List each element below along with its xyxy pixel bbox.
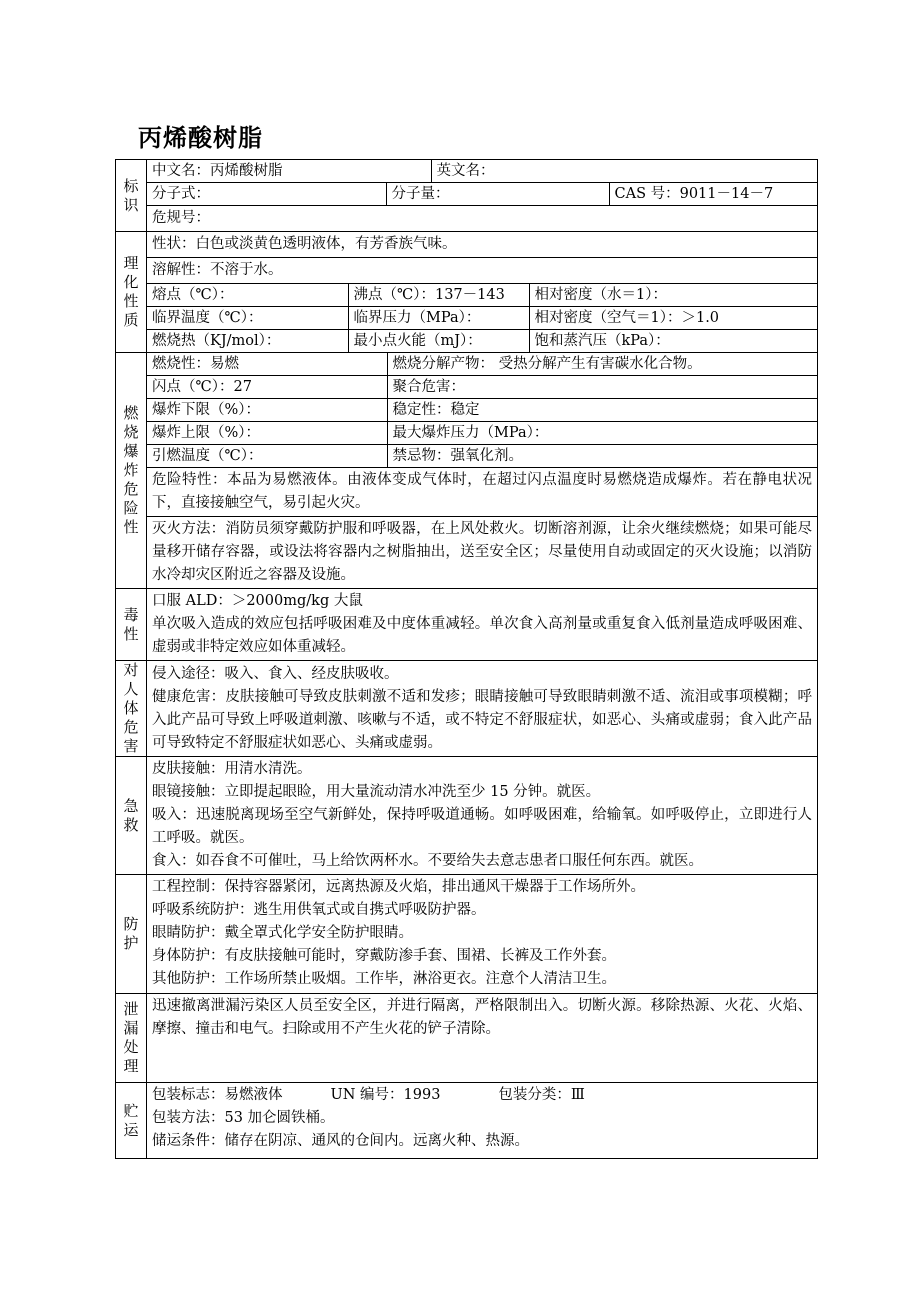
molecular-formula: 分子式：: [152, 186, 210, 202]
critical-temperature: 临界温度（℃）：: [152, 310, 263, 326]
first-aid-ingestion: 食入：如吞食不可催吐，马上给饮两杯水。不要给失去意志患者口服任何东西。就医。: [152, 853, 703, 869]
section-label-text: 理 化 性 质: [123, 254, 139, 329]
polymerization-hazard: 聚合危害：: [387, 376, 817, 398]
section-label-text: 贮 运: [123, 1101, 139, 1139]
vapor-pressure: 饱和蒸汽压（kPa）：: [529, 330, 817, 352]
hazard-number: 危规号：: [147, 206, 818, 232]
section-label-text: 标 识: [123, 176, 139, 214]
identification-row-2: [116, 183, 818, 206]
page-title: 丙烯酸树脂: [138, 124, 263, 152]
section-label-text: 防 护: [123, 915, 139, 952]
section-label-first-aid: [116, 757, 147, 875]
engineering-control: 工程控制：保持容器紧闭，远离热源及火焰，排出通风干燥器于工作场所外。: [152, 879, 645, 895]
relative-density-air: 相对密度（空气＝1）：＞1.0: [529, 307, 817, 329]
packaging-label: 包装标志：易燃液体: [152, 1087, 283, 1103]
first-aid-eyes: 眼镜接触：立即提起眼睑，用大量流动清水冲洗至少 15 分钟。就医。: [152, 784, 601, 800]
leak-handling: 迅速撤离泄漏污染区人员至安全区，并进行隔离，严格限制出入。切断火源。移除热源、火花、火焰、摩擦、撞击和电气。扫除或用不产生火花的铲子清除。: [147, 994, 818, 1083]
body-protection: 身体防护：有皮肤接触可能时，穿戴防渗手套、围裙、长裤及工作外套。: [152, 948, 616, 964]
ignition-temperature: 引燃温度（℃）：: [152, 448, 263, 464]
identification-row-1: [116, 160, 818, 183]
extinguishing-method: 灭火方法：消防员须穿戴防护服和呼吸器，在上风处救火。切断溶剂源，让余火继续燃烧；如果可能尽量移开储存容器，或设法将容器内之树脂抽出，送至安全区；尽量使用自动或固定的灭火设施；以消防水冷却灾区附近之容器及设施。: [147, 517, 818, 589]
identification-row-3: [116, 206, 818, 232]
molecular-weight: 分子量：: [386, 183, 609, 205]
other-protection: 其他防护：工作场所禁止吸烟。工作毕，淋浴更衣。注意个人清洁卫生。: [152, 971, 616, 987]
first-aid-skin: 皮肤接触：用清水清洗。: [152, 761, 312, 777]
section-label-health: [116, 661, 147, 757]
section-label-text: 急 救: [123, 796, 139, 834]
section-label-fire: [116, 353, 147, 589]
appearance: 性状：白色或淡黄色透明液体，有芳香族气味。: [147, 232, 818, 258]
lower-explosion-limit: 爆炸下限（%）：: [152, 402, 261, 418]
section-label-toxicity: [116, 589, 147, 661]
chinese-name: 中文名：丙烯酸树脂: [152, 163, 283, 179]
decomposition-products: 燃烧分解产物： 受热分解产生有害碳水化合物。: [387, 353, 817, 375]
solubility: 溶解性：不溶于水。: [147, 258, 818, 284]
section-label-leak: [116, 994, 147, 1083]
critical-pressure: 临界压力（MPa）：: [348, 307, 529, 329]
section-label-text: 燃 烧 爆 炸 危 险 性: [123, 404, 139, 536]
flammability: 燃烧性：易燃: [152, 356, 239, 372]
section-label-identification: [116, 160, 147, 232]
incompatible-materials: 禁忌物：强氧化剂。: [387, 445, 817, 467]
heat-of-combustion: 燃烧热（KJ/mol）：: [152, 333, 281, 349]
stability: 稳定性：稳定: [387, 399, 817, 421]
section-label-physchem: [116, 232, 147, 353]
section-label-text: 泄 漏 处 理: [123, 1000, 139, 1075]
storage-conditions: 储运条件：储存在阴凉、通风的仓间内。远离火种、热源。: [152, 1133, 529, 1149]
max-explosion-pressure: 最大爆炸压力（MPa）：: [387, 422, 817, 444]
msds-table: [115, 159, 818, 1159]
un-number: UN 编号：1993: [330, 1087, 441, 1103]
hazard-characteristics: 危险特性：本品为易燃液体。由液体变成气体时，在超过闪点温度时易燃烧造成爆炸。若在静电状况下，直接接触空气，易引起火灾。: [147, 468, 818, 517]
boiling-point: 沸点（℃）：137－143: [348, 284, 529, 306]
relative-density-water: 相对密度（水＝1）：: [529, 284, 817, 306]
english-name: 英文名：: [431, 160, 817, 182]
min-ignition-energy: 最小点火能（mJ）：: [348, 330, 529, 352]
section-label-storage: [116, 1083, 147, 1159]
respiratory-protection: 呼吸系统防护：逃生用供氧式或自携式呼吸防护器。: [152, 902, 486, 918]
packaging-method: 包装方法：53 加仑圆铁桶。: [152, 1110, 335, 1126]
cas-number: CAS 号：9011－14－7: [609, 183, 817, 205]
melting-point: 熔点（℃）：: [152, 287, 234, 303]
flash-point: 闪点（℃）：27: [152, 379, 252, 395]
toxicity-effects: 单次吸入造成的效应包括呼吸困难及中度体重减轻。单次食入高剂量或重复食入低剂量造成呼吸困难、虚弱或非特定效应如体重减轻。: [152, 616, 812, 655]
eye-protection: 眼睛防护：戴全罩式化学安全防护眼睛。: [152, 925, 413, 941]
packaging-class: 包装分类：Ⅲ: [498, 1087, 585, 1103]
section-label-protection: [116, 875, 147, 994]
section-label-text: 对 人 体 危 害: [123, 661, 139, 755]
first-aid-inhalation: 吸入：迅速脱离现场至空气新鲜处，保持呼吸道通畅。如呼吸困难，给输氧。如呼吸停止，立即进行人工呼吸。就医。: [152, 807, 812, 846]
upper-explosion-limit: 爆炸上限（%）：: [152, 425, 261, 441]
section-label-text: 毒 性: [123, 605, 139, 643]
health-hazards: 健康危害：皮肤接触可导致皮肤刺激不适和发疹；眼睛接触可导致眼睛刺激不适、流泪或事项模糊；呼入此产品可导致上呼吸道刺激、咳嗽与不适，或不特定不舒服症状，如恶心、头痛或虚弱；食入此产品可导致特定不舒服症状如恶心、头痛或虚弱。: [152, 688, 812, 751]
oral-ld: 口服 ALD：＞2000mg/kg 大鼠: [152, 593, 363, 609]
entry-routes: 侵入途径：吸入、食入、经皮肤吸收。: [152, 665, 399, 682]
